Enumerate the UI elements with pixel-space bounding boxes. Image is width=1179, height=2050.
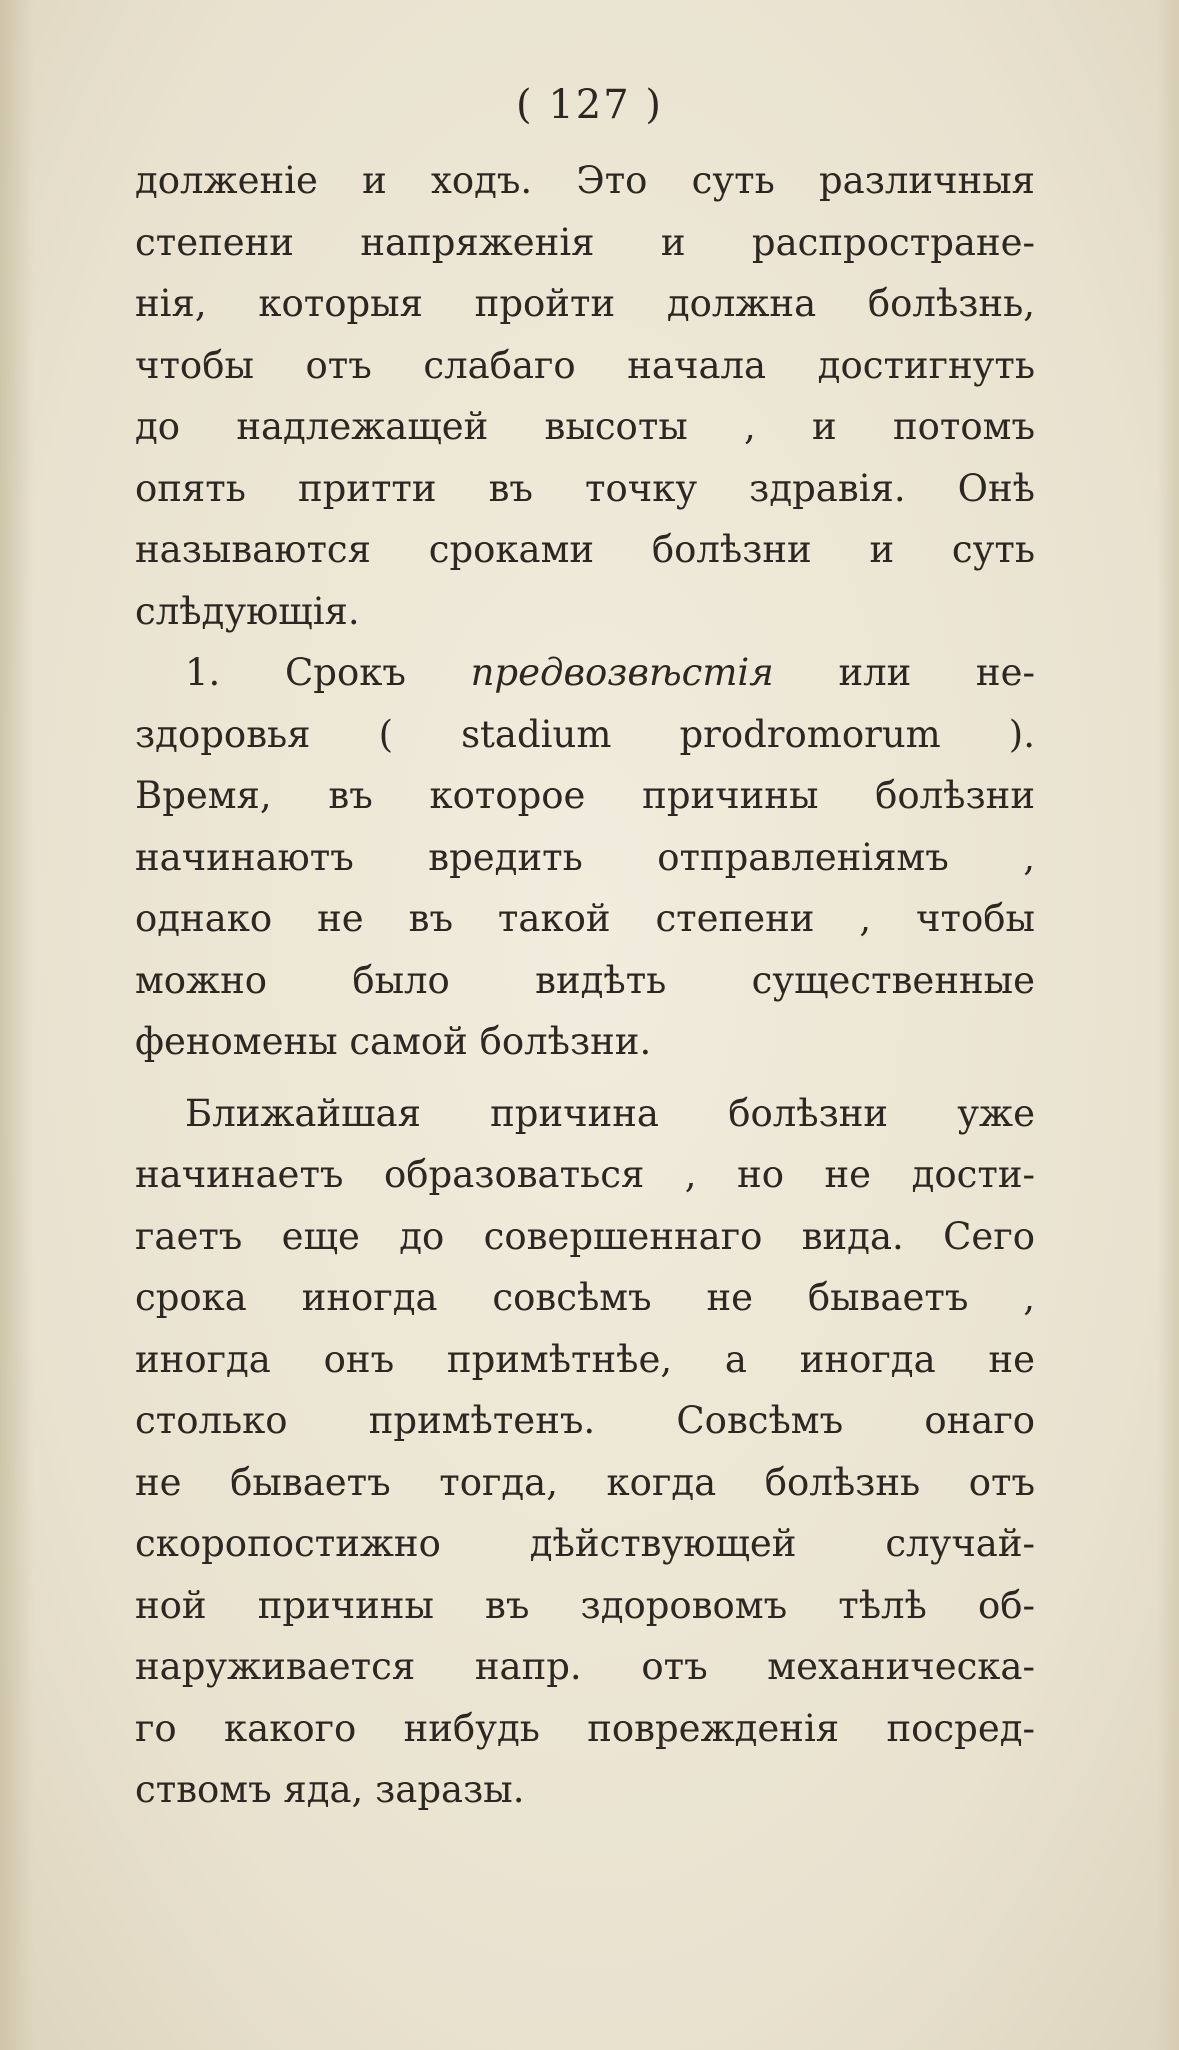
text-line: нія, которыя пройти должна болѣзнь, xyxy=(135,282,1035,325)
text-line: до надлежащей высоты , и потомъ xyxy=(135,405,1035,448)
text-line: не бываетъ тогда, когда болѣзнь отъ xyxy=(135,1460,1035,1504)
italic-term: предвозвѣстія xyxy=(470,651,774,694)
paragraph-2 xyxy=(135,642,1035,1073)
term-number-label: 1. Срокъ xyxy=(185,651,406,694)
text-line: столько примѣтенъ. Совсѣмъ онаго xyxy=(135,1399,1035,1442)
text-line: го какого нибудь поврежденія посред- xyxy=(135,1706,1035,1750)
text-line: ной причины въ здоровомъ тѣлѣ об- xyxy=(135,1583,1035,1627)
paragraph-gap xyxy=(135,1073,1035,1083)
text-line: чтобы отъ слабаго начала достигнуть xyxy=(135,343,1035,387)
text-line: долженіе и ходъ. Это суть различныя xyxy=(135,159,1035,202)
text-line: опять притти въ точку здравія. Онѣ xyxy=(135,466,1035,510)
text-line: феномены самой болѣзни. xyxy=(135,1020,652,1063)
text-line: иногда онъ примѣтнѣе, а иногда не xyxy=(135,1337,1035,1381)
text-line: можно было видѣть существенные xyxy=(135,958,1035,1002)
text-line: ствомъ яда, заразы. xyxy=(135,1768,525,1811)
body-text xyxy=(135,150,1035,1821)
paragraph-3 xyxy=(135,1083,1035,1821)
text-line: срока иногда совсѣмъ не бываетъ , xyxy=(135,1276,1035,1319)
text-line: слѣдующія. xyxy=(135,589,360,633)
text-line: степени напряженія и распростране- xyxy=(135,220,1035,264)
text-line: начинаютъ вредить отправленіямъ , xyxy=(135,835,1035,879)
text-line: Ближайшая причина болѣзни уже xyxy=(185,1091,1035,1135)
text-line-first xyxy=(135,642,1035,704)
term-continuation: или не- xyxy=(838,651,1035,694)
page-number: ( 127 ) xyxy=(516,82,663,128)
text-line: Время, въ которое причины болѣзни xyxy=(135,774,1035,817)
text-line: скоропостижно дѣйствующей случай- xyxy=(135,1522,1035,1565)
text-line: называются сроками болѣзни и суть xyxy=(135,528,1035,571)
text-line: однако не въ такой степени , чтобы xyxy=(135,897,1035,940)
text-line: начинаетъ образоваться , но не дости- xyxy=(135,1153,1035,1196)
text-line: здоровья ( stadium prodromorum ). xyxy=(135,712,1035,756)
text-line: гаетъ еще до совершеннаго вида. Сего xyxy=(135,1214,1035,1258)
paragraph-1 xyxy=(135,150,1035,642)
text-line: наруживается напр. отъ механическа- xyxy=(135,1645,1035,1688)
